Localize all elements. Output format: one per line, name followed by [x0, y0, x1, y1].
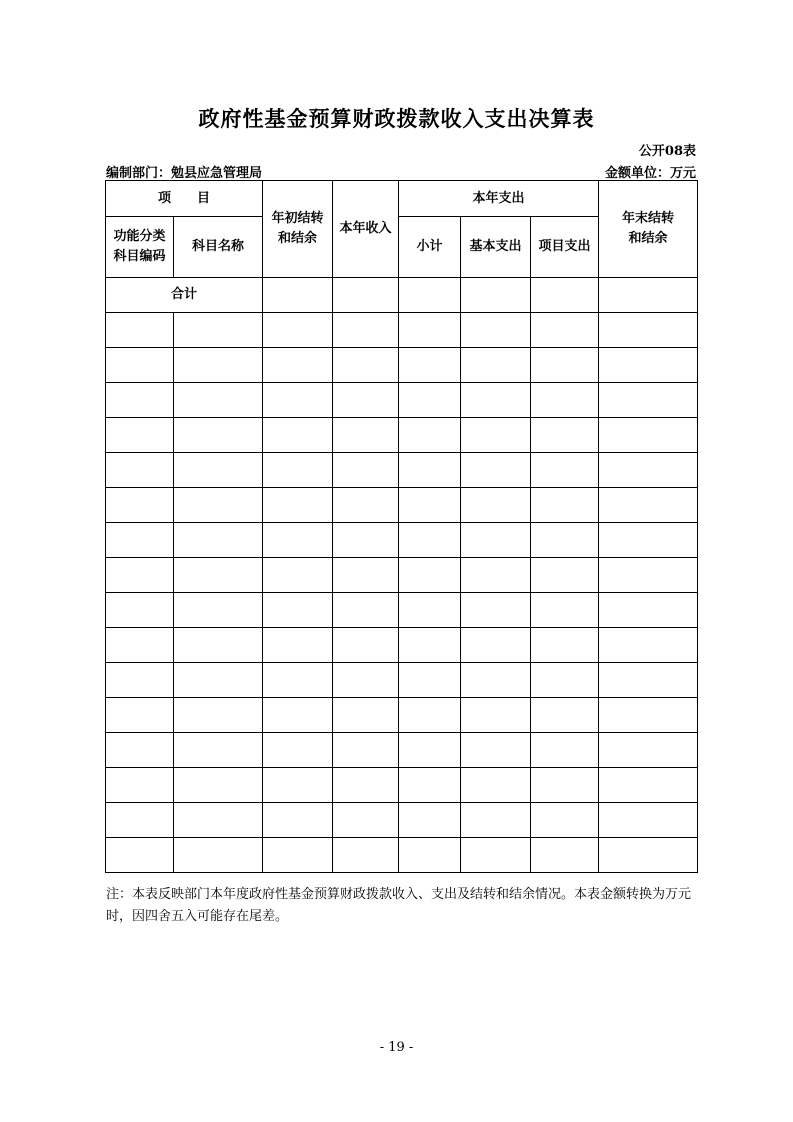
- table-cell: [333, 628, 399, 663]
- header-item: 项 目: [106, 181, 263, 217]
- header-func-code-text: 功能分类 科目编码: [113, 229, 166, 264]
- header-income: 本年收入: [333, 181, 399, 278]
- table-cell: [106, 733, 174, 768]
- total-cell: [333, 278, 399, 313]
- table-cell: [461, 453, 531, 488]
- table-cell: [263, 663, 333, 698]
- table-cell: [399, 523, 461, 558]
- table-row: [106, 523, 698, 558]
- total-label: 合计: [106, 278, 263, 313]
- table-cell: [461, 803, 531, 838]
- table-row: [106, 383, 698, 418]
- table-cell: [106, 698, 174, 733]
- table-cell: [461, 488, 531, 523]
- total-cell: [263, 278, 333, 313]
- table-cell: [174, 838, 263, 873]
- table-row: [106, 803, 698, 838]
- table-cell: [333, 313, 399, 348]
- table-cell: [263, 698, 333, 733]
- unit-label: 金额单位：万元: [604, 166, 696, 181]
- table-cell: [106, 523, 174, 558]
- header-expenditure: 本年支出: [399, 181, 599, 217]
- table-cell: [399, 663, 461, 698]
- total-cell: [531, 278, 599, 313]
- table-cell: [263, 593, 333, 628]
- table-cell: [461, 418, 531, 453]
- table-cell: [106, 803, 174, 838]
- table-cell: [599, 593, 698, 628]
- table-cell: [399, 383, 461, 418]
- table-cell: [333, 698, 399, 733]
- table-cell: [531, 593, 599, 628]
- table-cell: [399, 348, 461, 383]
- page-title: 政府性基金预算财政拨款收入支出决算表: [198, 106, 595, 131]
- table-cell: [263, 628, 333, 663]
- table-cell: [174, 418, 263, 453]
- table-cell: [461, 558, 531, 593]
- table-cell: [531, 698, 599, 733]
- table-cell: [599, 558, 698, 593]
- table-cell: [599, 313, 698, 348]
- table-cell: [333, 838, 399, 873]
- table-cell: [461, 768, 531, 803]
- table-cell: [174, 698, 263, 733]
- header-subtotal: 小计: [399, 217, 461, 278]
- table-cell: [106, 768, 174, 803]
- table-cell: [599, 733, 698, 768]
- table-cell: [106, 383, 174, 418]
- table-cell: [333, 348, 399, 383]
- header-project: 项目支出: [531, 217, 599, 278]
- table-cell: [399, 698, 461, 733]
- table-cell: [333, 663, 399, 698]
- table-cell: [333, 558, 399, 593]
- footnote: 注：本表反映部门本年度政府性基金预算财政拨款收入、支出及结转和结余情况。本表金额转换为万元时，因四舍五入可能存在尾差。: [106, 887, 692, 924]
- table-cell: [263, 838, 333, 873]
- budget-table: [105, 180, 698, 873]
- table-cell: [174, 558, 263, 593]
- table-cell: [531, 838, 599, 873]
- table-cell: [263, 768, 333, 803]
- table-cell: [531, 383, 599, 418]
- table-row: [106, 593, 698, 628]
- header-opening-balance-text: 年初结转 和结余: [271, 211, 324, 246]
- table-cell: [461, 628, 531, 663]
- table-cell: [106, 313, 174, 348]
- table-cell: [106, 453, 174, 488]
- table-cell: [531, 803, 599, 838]
- table-cell: [333, 803, 399, 838]
- table-cell: [333, 768, 399, 803]
- total-cell: [461, 278, 531, 313]
- table-cell: [599, 768, 698, 803]
- total-row: [106, 278, 698, 313]
- table-cell: [174, 383, 263, 418]
- table-cell: [399, 418, 461, 453]
- total-cell: [599, 278, 698, 313]
- table-cell: [333, 523, 399, 558]
- table-cell: [399, 838, 461, 873]
- table-cell: [106, 663, 174, 698]
- table-cell: [461, 663, 531, 698]
- table-cell: [461, 523, 531, 558]
- table-cell: [106, 348, 174, 383]
- table-cell: [333, 383, 399, 418]
- table-cell: [399, 488, 461, 523]
- table-cell: [174, 593, 263, 628]
- table-row: [106, 838, 698, 873]
- table-cell: [263, 803, 333, 838]
- table-cell: [531, 733, 599, 768]
- table-cell: [263, 383, 333, 418]
- table-cell: [461, 838, 531, 873]
- table-cell: [263, 453, 333, 488]
- table-cell: [263, 488, 333, 523]
- table-body: [106, 313, 698, 873]
- table-cell: [599, 663, 698, 698]
- table-cell: [399, 558, 461, 593]
- table-cell: [174, 348, 263, 383]
- table-cell: [531, 313, 599, 348]
- table-cell: [599, 348, 698, 383]
- table-cell: [106, 558, 174, 593]
- table-cell: [174, 453, 263, 488]
- table-cell: [106, 488, 174, 523]
- table-cell: [174, 313, 263, 348]
- table-row: [106, 558, 698, 593]
- table-cell: [461, 383, 531, 418]
- table-row: [106, 768, 698, 803]
- table-row: [106, 488, 698, 523]
- table-cell: [263, 313, 333, 348]
- table-cell: [106, 418, 174, 453]
- table-cell: [531, 558, 599, 593]
- table-cell: [106, 838, 174, 873]
- table-row: [106, 698, 698, 733]
- table-cell: [174, 628, 263, 663]
- table-cell: [263, 418, 333, 453]
- table-cell: [174, 768, 263, 803]
- table-cell: [399, 313, 461, 348]
- table-row: [106, 453, 698, 488]
- header-closing-balance: [599, 181, 698, 278]
- table-cell: [263, 558, 333, 593]
- table-cell: [106, 593, 174, 628]
- table-cell: [174, 803, 263, 838]
- table-cell: [461, 313, 531, 348]
- table-cell: [174, 488, 263, 523]
- table-cell: [106, 628, 174, 663]
- table-row: [106, 348, 698, 383]
- table-cell: [531, 453, 599, 488]
- table-cell: [599, 803, 698, 838]
- header-subject-name: 科目名称: [174, 217, 263, 278]
- table-cell: [599, 453, 698, 488]
- table-cell: [333, 488, 399, 523]
- table-cell: [174, 663, 263, 698]
- form-number: 公开08表: [638, 144, 696, 159]
- header-opening-balance: [263, 181, 333, 278]
- table-cell: [461, 698, 531, 733]
- table-cell: [461, 348, 531, 383]
- table-cell: [461, 733, 531, 768]
- table-cell: [531, 418, 599, 453]
- table-row: [106, 733, 698, 768]
- table-cell: [599, 383, 698, 418]
- table-cell: [399, 593, 461, 628]
- table-row: [106, 663, 698, 698]
- table-cell: [399, 768, 461, 803]
- table-cell: [399, 453, 461, 488]
- table-row: [106, 313, 698, 348]
- table-cell: [399, 628, 461, 663]
- table-cell: [263, 348, 333, 383]
- header-closing-balance-text: 年末结转 和结余: [622, 211, 675, 246]
- table-cell: [599, 488, 698, 523]
- page-number: - 19 -: [379, 1040, 414, 1055]
- table-cell: [531, 488, 599, 523]
- table-cell: [599, 418, 698, 453]
- table-cell: [599, 838, 698, 873]
- table-cell: [531, 628, 599, 663]
- table-cell: [333, 733, 399, 768]
- department-label: 编制部门：勉县应急管理局: [106, 166, 263, 181]
- table-cell: [531, 663, 599, 698]
- table-cell: [531, 348, 599, 383]
- table-cell: [599, 523, 698, 558]
- table-cell: [174, 523, 263, 558]
- table-row: [106, 418, 698, 453]
- table-row: [106, 628, 698, 663]
- table-cell: [599, 698, 698, 733]
- table-cell: [599, 628, 698, 663]
- header-func-code: [106, 217, 174, 278]
- table-cell: [399, 803, 461, 838]
- table-cell: [333, 418, 399, 453]
- table-cell: [531, 768, 599, 803]
- table-cell: [399, 733, 461, 768]
- table-cell: [263, 523, 333, 558]
- table-cell: [461, 593, 531, 628]
- table-cell: [333, 453, 399, 488]
- table-cell: [531, 523, 599, 558]
- table-cell: [263, 733, 333, 768]
- header-basic: 基本支出: [461, 217, 531, 278]
- total-cell: [399, 278, 461, 313]
- table-cell: [174, 733, 263, 768]
- table-cell: [333, 593, 399, 628]
